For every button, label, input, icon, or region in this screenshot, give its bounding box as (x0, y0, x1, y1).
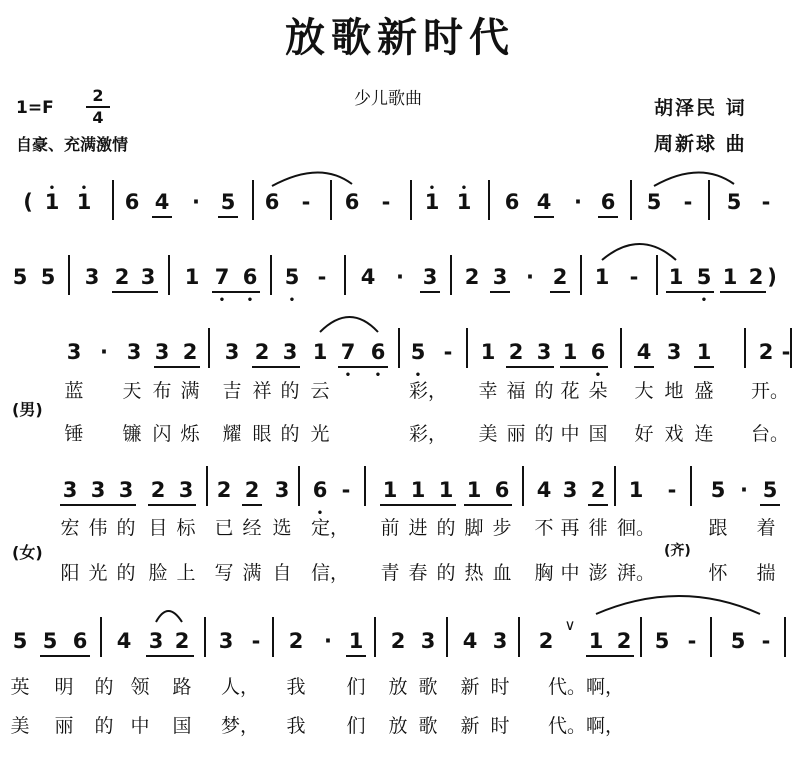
note: 4 (636, 340, 652, 364)
note: 3 (218, 629, 234, 653)
lyric: 宏 (60, 517, 80, 539)
note: 2 (150, 478, 166, 502)
note: 5 • (411, 340, 426, 364)
note: 6 (264, 190, 280, 214)
lyric: 的 (94, 676, 114, 698)
note: · (574, 190, 582, 214)
note: 1 (438, 478, 454, 502)
note: 4 (462, 629, 478, 653)
lyric: 耀 (222, 423, 242, 445)
note: 3 (62, 478, 78, 502)
lyric: 着 (756, 517, 776, 539)
note: 3 (224, 340, 240, 364)
note: - (761, 190, 771, 214)
lyric: 盛 (694, 380, 714, 402)
lyric: 胸 (534, 562, 554, 584)
lyricist-credit: 胡泽民 词 (654, 97, 747, 119)
note: 6 • (371, 340, 386, 364)
lyric: 英 (10, 676, 30, 698)
note: - (317, 265, 327, 289)
note: 2 (464, 265, 480, 289)
note: 3 (84, 265, 100, 289)
note: 6 • (313, 478, 328, 502)
note: 6 (344, 190, 360, 214)
lyric: 新 (460, 715, 480, 737)
tie-row1-a (272, 172, 352, 186)
lyric: 标 (176, 517, 196, 539)
lyric: 新 (460, 676, 480, 698)
note: 3 (178, 478, 194, 502)
lyric: 的 (436, 517, 456, 539)
note: 3 (66, 340, 82, 364)
note: 2 (182, 340, 198, 364)
time-sig-top: 2 (92, 86, 104, 105)
lyric: 花 (560, 380, 580, 402)
note: 1 (466, 478, 482, 502)
note: 5 (726, 190, 742, 214)
note: 4 (154, 190, 170, 214)
note: 5 (12, 265, 28, 289)
note: 3 (420, 629, 436, 653)
lyric: 放 (388, 676, 408, 698)
lyric: 徘 (588, 517, 608, 539)
note: 7 • (215, 265, 230, 289)
note: 3 (562, 478, 578, 502)
note: 1 (722, 265, 738, 289)
lyric: 吉 (222, 380, 242, 402)
lyric: 的 (116, 562, 136, 584)
lyric: 国 (588, 423, 608, 445)
note: - (301, 190, 311, 214)
tie-row1-b (654, 172, 734, 186)
lyric: 明 (54, 676, 74, 698)
note: 3 (154, 340, 170, 364)
tie-row5-b (596, 596, 760, 614)
voice-label-all: (齐) (664, 543, 691, 559)
note: - (781, 340, 791, 364)
note: 5 • (697, 265, 712, 289)
note: 5 (654, 629, 670, 653)
note: 3 (126, 340, 142, 364)
lyric: 美 (478, 423, 498, 445)
lyric: 歌 (418, 676, 438, 698)
song-subtitle: 少儿歌曲 (354, 89, 422, 109)
lyric: 徊。 (616, 517, 656, 539)
lyric: 前 (380, 517, 400, 539)
lyric: 彩， (408, 423, 448, 445)
note: 1 (588, 629, 604, 653)
lyric: 锤 (64, 423, 84, 445)
note: 6 (124, 190, 140, 214)
voice-label-male: (男) (12, 400, 43, 419)
lyric: 戏 (664, 423, 684, 445)
lyric: 幸 (478, 380, 498, 402)
lyric: 闪 (152, 423, 172, 445)
lyric: 彩， (408, 380, 448, 402)
note: 5 (40, 265, 56, 289)
lyric: 满 (242, 562, 262, 584)
note: 2 (390, 629, 406, 653)
lyric: 大 (634, 380, 654, 402)
lyric: 烁 (180, 423, 200, 445)
lyric: 开。 (750, 380, 790, 402)
lyric: 目 (148, 517, 168, 539)
note: 2 (758, 340, 774, 364)
lyric: 经 (242, 517, 262, 539)
note: 6 • (591, 340, 606, 364)
slur-row5-a (156, 611, 182, 622)
voice-label-female: (女) (12, 543, 43, 562)
note: 1 (410, 478, 426, 502)
note: 2 (508, 340, 524, 364)
lyric: 中 (560, 562, 580, 584)
lyric: 丽 (54, 715, 74, 737)
lyric: 祥 (252, 380, 272, 402)
lyric: 们 (346, 715, 366, 737)
note: 4 (360, 265, 376, 289)
lyric: 云 (310, 380, 330, 402)
lyric: 脸 (148, 562, 168, 584)
note: - (443, 340, 453, 364)
note: 7 • (341, 340, 356, 364)
lyric: 春 (408, 562, 428, 584)
note: 2 (174, 629, 190, 653)
note: - (683, 190, 693, 214)
lyric: 时 (490, 715, 510, 737)
note: 1 (184, 265, 200, 289)
lyric: 中 (560, 423, 580, 445)
note: • 1 (425, 190, 440, 214)
lyric: 不 (534, 517, 554, 539)
note: 1 (312, 340, 328, 364)
breath-mark: ∨ (564, 616, 576, 634)
lyric: 路 (172, 676, 192, 698)
note: 3 (492, 629, 508, 653)
lyric: 信， (310, 562, 350, 584)
lyric: 我 (286, 676, 306, 698)
note: · (740, 478, 748, 502)
note: 2 (552, 265, 568, 289)
note: • 1 (77, 190, 92, 214)
note: 5 (762, 478, 778, 502)
note: 2 (590, 478, 606, 502)
note: 3 (536, 340, 552, 364)
tie-row2 (602, 244, 676, 260)
lyric: 福 (506, 380, 526, 402)
note: 2 (748, 265, 764, 289)
note: 6 • (243, 265, 258, 289)
note: - (251, 629, 261, 653)
note: 6 (504, 190, 520, 214)
lyric: 热 (464, 562, 484, 584)
lyric: 台。 (750, 423, 790, 445)
lyric: 天 (122, 380, 142, 402)
lyric: 梦， (220, 715, 260, 737)
lyric: 阳 (60, 562, 80, 584)
note: 3 (140, 265, 156, 289)
lyric: 连 (694, 423, 714, 445)
note: 5 • (285, 265, 300, 289)
lyric: 揣 (756, 562, 776, 584)
lyric: 时 (490, 676, 510, 698)
note: ( (23, 190, 33, 214)
lyric: 歌 (418, 715, 438, 737)
lyric: 步 (492, 517, 512, 539)
lyric: 选 (272, 517, 292, 539)
note: - (687, 629, 697, 653)
note: 2 (616, 629, 632, 653)
note: 1 (594, 265, 610, 289)
note: 3 (118, 478, 134, 502)
lyric: 光 (310, 423, 330, 445)
note: 3 (422, 265, 438, 289)
note: - (667, 478, 677, 502)
lyric: 朵 (588, 380, 608, 402)
slur-row3 (320, 317, 378, 332)
note: 1 (480, 340, 496, 364)
note: 1 (348, 629, 364, 653)
lyric: 地 (664, 380, 684, 402)
note: 4 (536, 478, 552, 502)
note: 2 (244, 478, 260, 502)
note: 6 (494, 478, 510, 502)
note: · (396, 265, 404, 289)
lyric: 的 (116, 517, 136, 539)
lyric: 光 (88, 562, 108, 584)
note: 2 (288, 629, 304, 653)
lyric: 的 (534, 380, 554, 402)
lyric: 代。啊， (547, 676, 625, 698)
note: 6 (72, 629, 88, 653)
note: 3 (492, 265, 508, 289)
note: 5 (42, 629, 58, 653)
lyric: 领 (130, 676, 150, 698)
note: 1 (668, 265, 684, 289)
note: 1 (628, 478, 644, 502)
lyric: 进 (408, 517, 428, 539)
song-title: 放歌新时代 (285, 15, 515, 61)
note: · (100, 340, 108, 364)
lyric: 血 (492, 562, 512, 584)
note: · (192, 190, 200, 214)
note: 3 (282, 340, 298, 364)
note: · (324, 629, 332, 653)
note: 2 (216, 478, 232, 502)
lyric: 镰 (122, 423, 142, 445)
note: 3 (148, 629, 164, 653)
lyric: 的 (436, 562, 456, 584)
lyric: 的 (534, 423, 554, 445)
note: 3 (666, 340, 682, 364)
lyric: 们 (346, 676, 366, 698)
note: 2 (114, 265, 130, 289)
lyric: 眼 (252, 423, 272, 445)
time-sig-bottom: 4 (92, 108, 104, 127)
lyric: 蓝 (64, 380, 84, 402)
lyric: 放 (388, 715, 408, 737)
note: 1 (562, 340, 578, 364)
lyric: 已 (214, 517, 234, 539)
note: - (341, 478, 351, 502)
note: 5 (12, 629, 28, 653)
lyric: 写 (214, 562, 234, 584)
lyric: 再 (560, 517, 580, 539)
lyric: 跟 (708, 517, 728, 539)
note: - (761, 629, 771, 653)
note: 5 (730, 629, 746, 653)
note: 4 (116, 629, 132, 653)
lyric: 好 (634, 423, 654, 445)
note: - (381, 190, 391, 214)
note: ) (767, 265, 777, 289)
lyric: 丽 (506, 423, 526, 445)
note: 6 (600, 190, 616, 214)
lyric: 怀 (708, 562, 728, 584)
lyric: 人， (220, 676, 260, 698)
note: 2 (538, 629, 554, 653)
note: 5 (220, 190, 236, 214)
lyric: 的 (280, 423, 300, 445)
note: 2 (254, 340, 270, 364)
lyric: 自 (272, 562, 292, 584)
composer-credit: 周新球 曲 (654, 133, 747, 155)
lyric: 布 (152, 380, 172, 402)
note: 5 (710, 478, 726, 502)
lyric: 脚 (464, 517, 484, 539)
note: 4 (536, 190, 552, 214)
note: 5 (646, 190, 662, 214)
lyric: 代。啊， (547, 715, 625, 737)
lyric: 中 (130, 715, 150, 737)
note: - (629, 265, 639, 289)
lyric: 美 (10, 715, 30, 737)
lyric: 的 (94, 715, 114, 737)
lyric: 国 (172, 715, 192, 737)
lyric: 青 (380, 562, 400, 584)
lyric: 我 (286, 715, 306, 737)
note: • 1 (45, 190, 60, 214)
note: • 1 (457, 190, 472, 214)
tempo-marking: 自豪、充满激情 (16, 135, 129, 154)
note: 3 (90, 478, 106, 502)
lyric: 定， (310, 517, 350, 539)
lyric: 的 (280, 380, 300, 402)
key-signature: 1=F (16, 98, 54, 118)
lyric: 上 (176, 562, 196, 584)
note: 1 (382, 478, 398, 502)
lyric: 澎 (588, 562, 608, 584)
lyric: 湃。 (616, 562, 656, 584)
note: · (526, 265, 534, 289)
note: 1 (696, 340, 712, 364)
lyric: 伟 (88, 517, 108, 539)
note: 3 (274, 478, 290, 502)
lyric: 满 (180, 380, 200, 402)
